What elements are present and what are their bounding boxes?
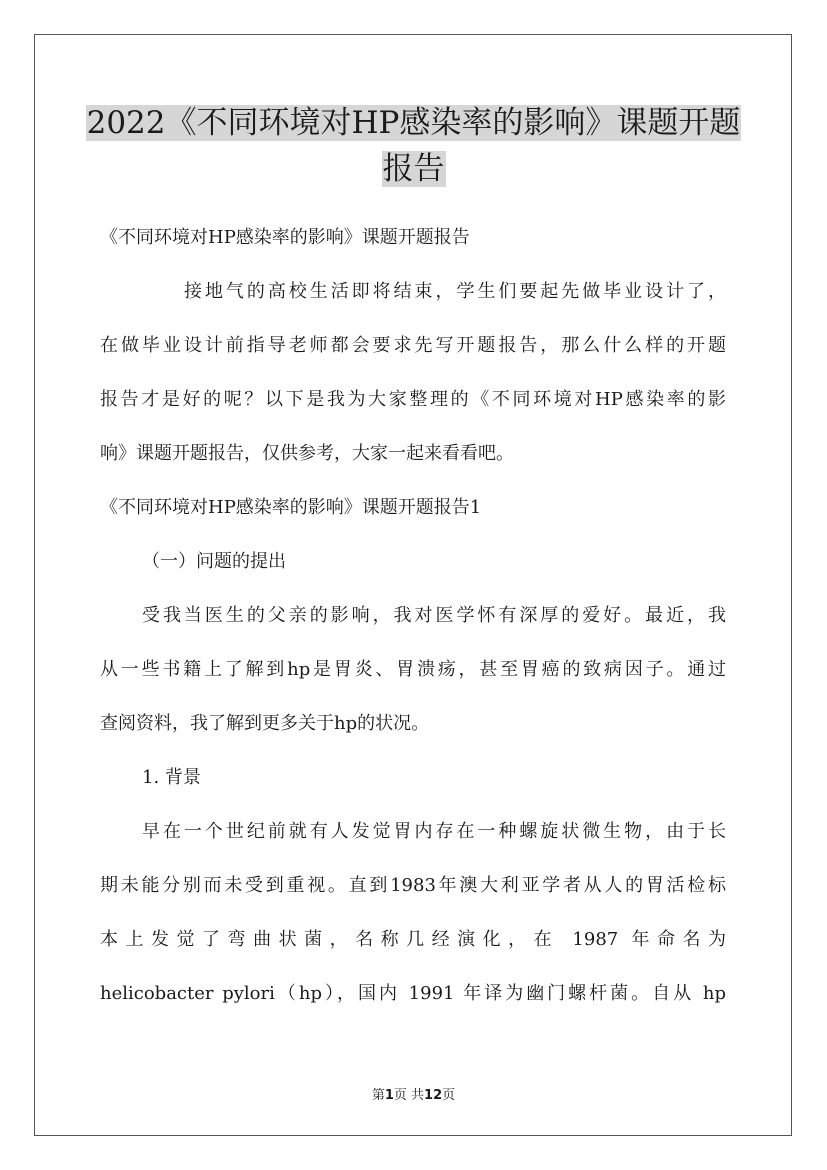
intro-line-3: 报告才是好的呢？以下是我为大家整理的《不同环境对HP感染率的影 bbox=[100, 389, 726, 410]
footer-prefix: 第 bbox=[371, 1088, 385, 1103]
report-heading: 《不同环境对HP感染率的影响》课题开题报告1 bbox=[100, 497, 482, 518]
para1-line-1: 受我当医生的父亲的影响，我对医学怀有深厚的爱好。最近，我 bbox=[142, 605, 726, 626]
intro-line-1: 接地气的高校生活即将结束，学生们要起先做毕业设计了， bbox=[184, 281, 726, 302]
document-title-line2: 报告 bbox=[382, 151, 445, 187]
document-title-line1: 2022《不同环境对HP感染率的影响》课题开题 bbox=[86, 105, 741, 141]
page-border bbox=[34, 34, 792, 1136]
footer-page-total: 12 bbox=[424, 1088, 443, 1103]
para1-line-2: 从一些书籍上了解到hp是胃炎、胃溃疡，甚至胃癌的致病因子。通过 bbox=[100, 659, 726, 680]
para2-line-2: 期未能分别而未受到重视。直到1983年澳大利亚学者从人的胃活检标 bbox=[100, 875, 726, 896]
footer-page-number: 1 bbox=[384, 1088, 394, 1103]
intro-line-4: 响》课题开题报告，仅供参考，大家一起来看看吧。 bbox=[100, 443, 514, 464]
section-heading: （一）问题的提出 bbox=[142, 551, 286, 572]
footer-mid: 页 共 bbox=[393, 1088, 425, 1103]
page-footer bbox=[0, 1084, 827, 1103]
para2-line-3: 本上发觉了弯曲状菌，名称几经演化，在 1987 年命名为 bbox=[100, 929, 726, 950]
subsection-heading: 1. 背景 bbox=[142, 767, 201, 788]
footer-suffix: 页 bbox=[442, 1088, 456, 1103]
para2-line-1: 早在一个世纪前就有人发觉胃内存在一种螺旋状微生物，由于长 bbox=[142, 821, 726, 842]
subtitle: 《不同环境对HP感染率的影响》课题开题报告 bbox=[100, 227, 470, 248]
intro-line-2: 在做毕业设计前指导老师都会要求先写开题报告，那么什么样的开题 bbox=[100, 335, 726, 356]
para2-line-4: helicobacter pylori（hp），国内 1991 年译为幽门螺杆菌。自从 hp bbox=[100, 983, 726, 1004]
para1-line-3: 查阅资料，我了解到更多关于hp的状况。 bbox=[100, 713, 430, 734]
